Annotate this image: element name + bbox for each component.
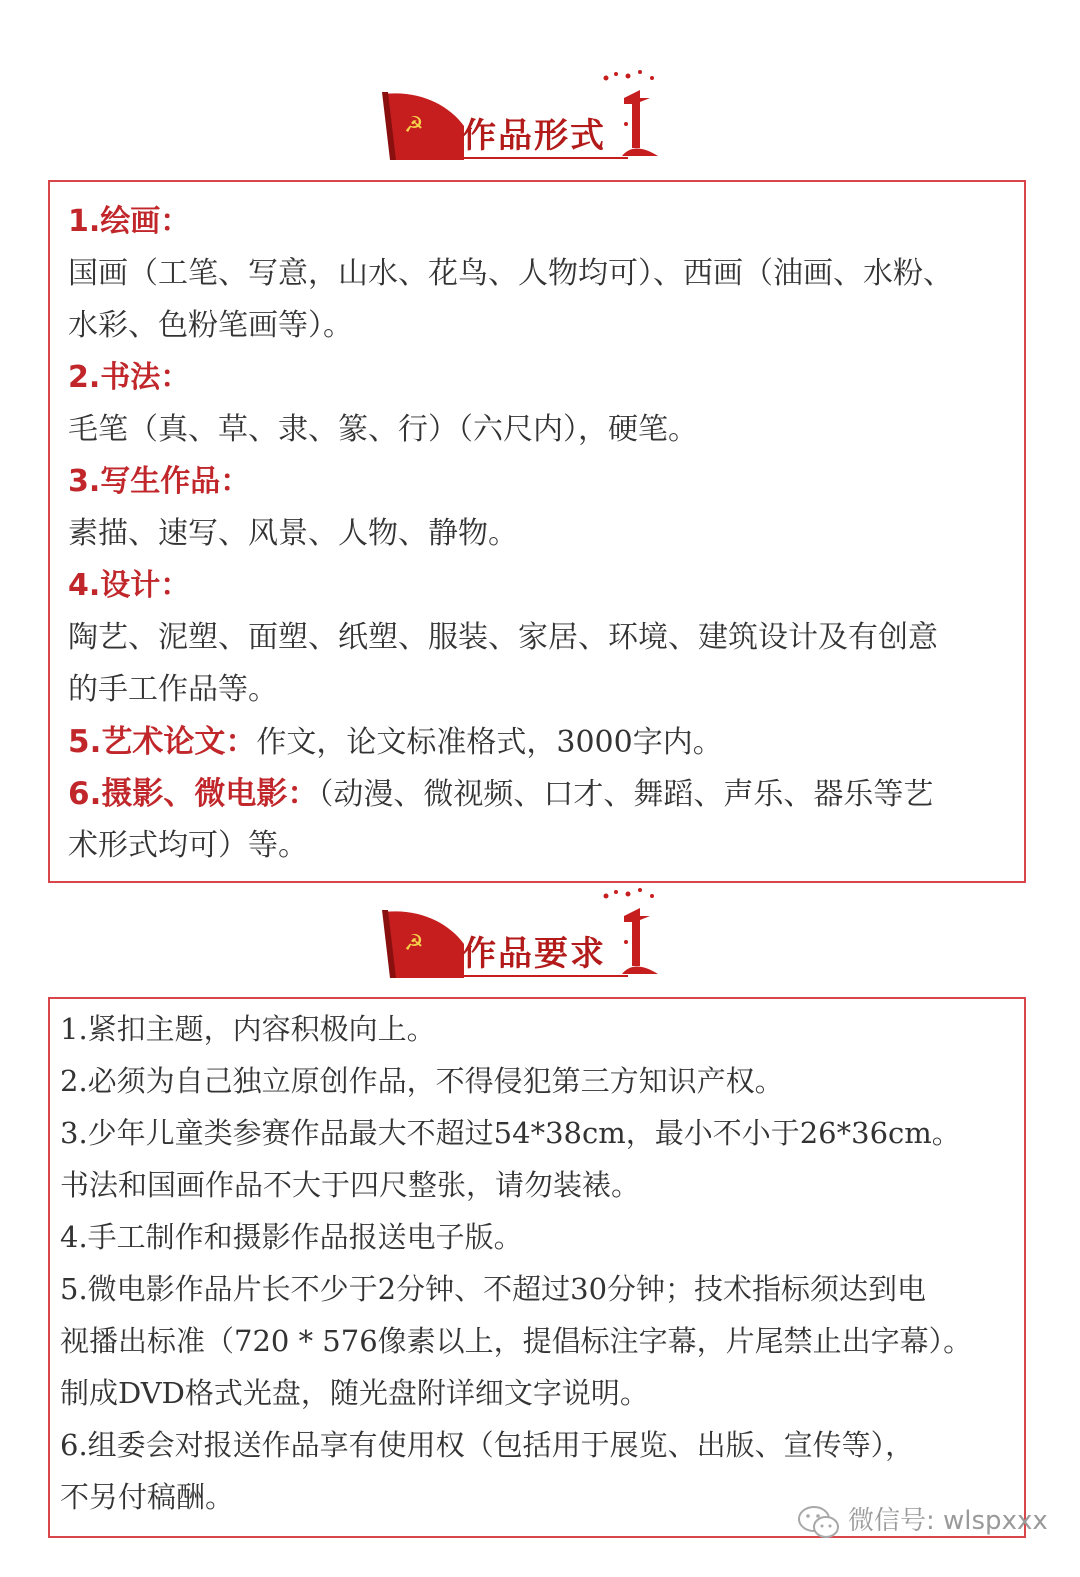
item-heading: 5.艺术论文： bbox=[68, 724, 257, 760]
section-title: 作品形式 bbox=[462, 116, 606, 156]
item-row bbox=[68, 768, 1024, 820]
wechat-icon bbox=[796, 1504, 842, 1540]
requirement-line: 1.紧扣主题，内容积极向上。 bbox=[60, 1012, 436, 1046]
wechat-watermark bbox=[796, 1500, 1048, 1540]
requirement-line: 4.手工制作和摄影作品报送电子版。 bbox=[60, 1220, 523, 1254]
requirement-line: 6.组委会对报送作品享有使用权（包括用于展览、出版、宣传等）， bbox=[60, 1428, 915, 1462]
svg-text:☭: ☭ bbox=[404, 931, 424, 956]
svg-text:☭: ☭ bbox=[404, 113, 424, 138]
item-text: 水彩、色粉笔画等）。 bbox=[68, 308, 353, 343]
item-text: 作文，论文标准格式，3000字内。 bbox=[256, 725, 723, 760]
requirement-line: 3.少年儿童类参赛作品最大不超过54*38cm，最小不小于26*36cm。 bbox=[60, 1116, 961, 1150]
forms-panel bbox=[48, 180, 1026, 883]
requirement-line: 书法和国画作品不大于四尺整张，请勿装裱。 bbox=[60, 1168, 641, 1202]
requirement-line: 制成DVD格式光盘，随光盘附详细文字说明。 bbox=[60, 1376, 649, 1410]
item-text: 素描、速写、风景、人物、静物。 bbox=[68, 516, 518, 551]
watermark-text: 微信号: wlspxxx bbox=[848, 1506, 1048, 1536]
requirement-line: 2.必须为自己独立原创作品，不得侵犯第三方知识产权。 bbox=[60, 1064, 784, 1098]
item-text: （动漫、微视频、口才、舞蹈、声乐、器乐等艺 bbox=[318, 777, 934, 812]
section-title: 作品要求 bbox=[462, 934, 606, 974]
requirement-line: 视播出标准（720 * 576像素以上，提倡标注字幕，片尾禁止出字幕）。 bbox=[60, 1324, 973, 1358]
requirement-line: 不另付稿酬。 bbox=[60, 1480, 235, 1514]
item-text: 毛笔（真、草、隶、篆、行）（六尺内），硬笔。 bbox=[68, 412, 698, 447]
item-heading: 6.摄影、微电影： bbox=[68, 776, 319, 812]
item-text: 的手工作品等。 bbox=[68, 672, 278, 707]
item-text: 国画（工笔、写意，山水、花鸟、人物均可）、西画（油画、水粉、 bbox=[68, 256, 953, 291]
item-heading: 2.书法： bbox=[68, 360, 191, 395]
requirement-line: 5.微电影作品片长不少于2分钟、不超过30分钟；技术指标须达到电 bbox=[60, 1272, 927, 1306]
item-text: 陶艺、泥塑、面塑、纸塑、服装、家居、环境、建筑设计及有创意 bbox=[68, 620, 938, 655]
item-heading: 1.绘画： bbox=[68, 204, 191, 239]
section-banner-requirements bbox=[378, 886, 668, 986]
item-text: 术形式均可）等。 bbox=[68, 828, 308, 863]
item-heading: 4.设计： bbox=[68, 568, 191, 603]
item-heading: 3.写生作品： bbox=[68, 464, 251, 499]
requirements-panel bbox=[48, 997, 1026, 1538]
section-banner-forms bbox=[378, 68, 668, 168]
item-row bbox=[68, 716, 1024, 768]
